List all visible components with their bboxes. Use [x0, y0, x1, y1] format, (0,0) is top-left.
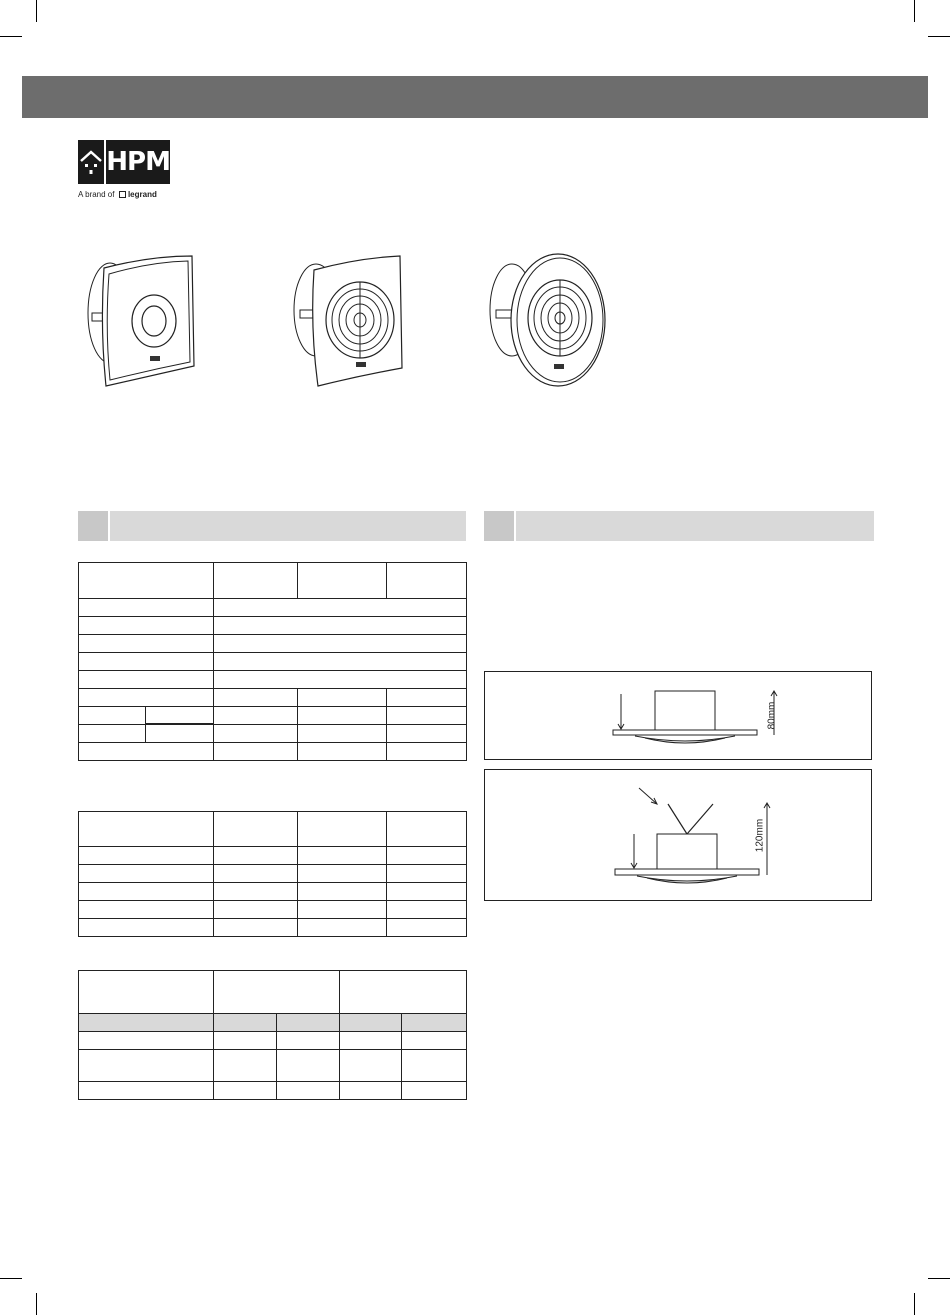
brand-tagline	[78, 190, 157, 199]
crop-mark	[914, 0, 915, 22]
table-row	[79, 671, 467, 689]
table-header-cell	[387, 563, 467, 599]
table-row	[79, 1050, 467, 1082]
table-header-cell	[214, 563, 298, 599]
tagline-prefix: A brand of	[78, 190, 115, 199]
product-round-grille-fan	[480, 248, 615, 398]
section-number-box	[78, 511, 110, 541]
installation-diagram-80mm	[484, 671, 872, 760]
logo-text: HPM	[106, 147, 170, 177]
table-row	[79, 1014, 467, 1032]
table-row	[79, 617, 467, 635]
table-header-cell	[79, 563, 214, 599]
crop-mark	[36, 1293, 37, 1315]
header-bar	[22, 76, 928, 118]
table-row	[79, 865, 467, 883]
table-row	[79, 919, 467, 937]
section-number-box	[484, 511, 516, 541]
product-square-grille-fan	[288, 248, 418, 398]
crop-mark	[36, 0, 37, 22]
table-row	[79, 883, 467, 901]
product-square-flat-fan	[80, 248, 210, 398]
crop-mark	[928, 36, 950, 37]
crop-mark	[914, 1293, 915, 1315]
table-row	[79, 901, 467, 919]
crop-mark	[0, 1278, 22, 1279]
table-row	[79, 707, 467, 725]
table-row	[79, 847, 467, 865]
table-row	[79, 653, 467, 671]
legrand-icon	[119, 191, 126, 198]
dimension-label: 120mm	[754, 818, 766, 853]
table-header-cell	[298, 563, 387, 599]
section-header-specifications	[78, 511, 466, 541]
table-row	[79, 743, 467, 761]
table-row	[79, 1032, 467, 1050]
installation-diagram-120mm	[484, 769, 872, 901]
spec-table-2	[78, 811, 467, 937]
spec-table-3	[78, 970, 467, 1100]
table-row	[79, 725, 467, 743]
tagline-brand: legrand	[127, 190, 157, 199]
house-icon	[78, 140, 106, 184]
spec-table-1	[78, 562, 467, 761]
table-row	[79, 689, 467, 707]
table-row	[79, 599, 467, 617]
dimension-label: 80mm	[766, 701, 778, 730]
section-header-installation	[484, 511, 874, 541]
crop-mark	[0, 36, 22, 37]
crop-mark	[928, 1278, 950, 1279]
table-row	[79, 635, 467, 653]
brand-logo	[78, 140, 170, 184]
table-row	[79, 1082, 467, 1100]
